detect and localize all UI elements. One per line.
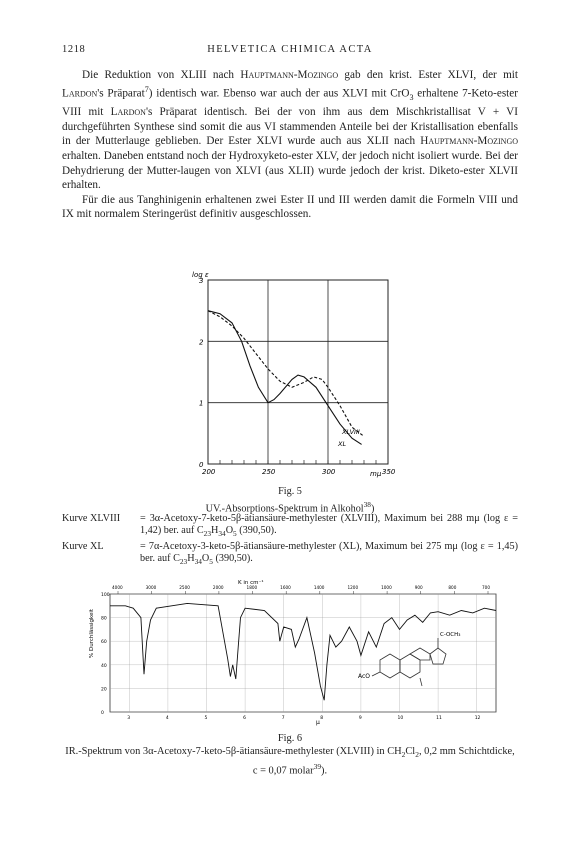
uv-spectrum-chart [190,268,400,486]
ir-xtick-label: 8 [320,716,324,721]
subscript: 34 [218,529,226,539]
legend-label: Kurve XL [62,540,104,552]
subscript: 23 [179,557,188,567]
figure5-caption [62,486,518,515]
ir-xtick-label: 6 [243,716,246,721]
legend-row-xlviii [62,513,518,541]
ir-ytick-label: 100 [101,593,110,598]
structure-ester-label: C-OCH₃ [440,632,461,638]
figure6-caption [62,733,518,778]
text-run: IR.-Spektrum von 3α-Acetoxy-7-keto-5β-ätiansäure-methylester (XLVIII) in CH [65,745,402,757]
steroid-structure-drawing [372,638,446,686]
subscript: 2 [401,749,406,759]
journal-title: HELVETICA CHIMICA ACTA [207,44,373,55]
figure5-label: Fig. 5 [278,486,302,497]
text-run: ) [370,502,375,514]
text-run: Cl [405,745,416,757]
uv-ticks [199,277,396,476]
ir-top-tick-label: 2500 [179,585,190,590]
text-run: (390,50). [212,553,253,565]
ir-top-tick-label: 1400 [313,585,325,590]
subscript: 23 [203,529,211,539]
ir-xtick-label: 12 [474,716,481,721]
ir-ytick-label: 0 [101,711,104,716]
ir-xtick-label: 7 [281,716,285,721]
subscript: 5 [209,557,213,567]
subscript: 3 [409,92,414,102]
text-run: Für die aus Tanghinigenin erhaltenen zwei Ester II und III werden damit die Formeln VIII und IX mit normalem Steringerüst definitiv ausgeschlossen. [62,193,518,221]
ir-xtick-label: 9 [358,716,362,721]
text-run: H [187,553,195,565]
ir-top-tick-label: 1000 [381,585,392,590]
ir-xtick-label: 10 [397,716,404,721]
ir-top-tick-label: 3000 [145,585,157,590]
ir-xtick-label: 5 [204,716,208,721]
legend-row-xl [62,541,518,569]
text-run: Die Reduktion von XLIII nach [82,69,241,81]
uv-xtick-label: 200 [202,468,216,476]
figure5-legend [62,513,518,569]
text-run: O [201,553,210,565]
ir-spectrum-chart [88,578,508,726]
curve-label-xlviii: XLVIII [342,428,360,436]
ir-ytick-label: 60 [101,640,107,646]
text-run: = 7α-Acetoxy-3-keto-5β-ätiansäure-methylester (XL), Maximum bei 275 mμ (log ε = 1,45) ber. auf C [140,540,518,565]
paragraph [62,193,518,222]
uv-xunit: mμ [370,470,382,478]
superscript: 7 [144,84,149,94]
ir-bottom-unit: μ [316,719,320,726]
ir-ytick-label: 20 [101,687,107,693]
uv-ytick-label: 1 [199,399,204,408]
text-run: gab den krist. Ester XLVI, der mit [338,69,519,81]
uv-xtick-label: 250 [262,468,276,476]
superscript: 38 [363,499,371,509]
subscript: 5 [233,529,237,539]
uv-xtick-label: 300 [322,468,336,476]
ir-xtick-label: 11 [436,716,442,721]
page-header [62,44,518,58]
uv-ytick-label: 0 [199,461,204,469]
subscript: 34 [194,557,202,567]
name-smallcaps: Lardon [62,87,98,100]
uv-frame [208,280,388,464]
ir-top-tick-label: 1800 [246,585,258,590]
superscript: 39 [313,762,322,772]
text-run: erhalten. Daneben entstand noch der Hydroxyketo-ester XLV, der jedoch nicht isoliert wurde. Bei der Dehydrierung der Mutter-laugen von XLVI (aus XLII) wurde jedoch der krist. Diketo-ester XLVII erhalten. [62,149,518,192]
text-run: UV.-Absorptions-Spektrum in Alkohol [205,502,364,514]
curve-label-xl: XL [338,440,347,448]
name-smallcaps: Lardon [110,106,146,119]
uv-series [208,311,364,445]
paragraph [62,68,518,193]
uv-series-xlviii [208,311,364,437]
text-run: 's Präparat [97,87,145,100]
name-smallcaps: Hauptmann-Mozingo [240,69,339,81]
ir-top-tick-label: 4000 [112,585,123,590]
text-run: 's Präparat identisch. Bei der von ihm aus dem Mischkristallisat V + VI durchgeführten Synthese sind somit die aus VI stammenden Anteile bei der Kristallisation ebenfalls in der Mutterlauge geblieben. Der Ester XLVI wurde auch aus XLII nach [62,106,518,148]
ir-top-axis-label: K in cm⁻¹ [238,580,264,586]
ir-top-tick-label: 900 [414,585,423,590]
page-number: 1218 [62,44,86,55]
text-run: = 3α-Acetoxy-7-keto-5β-ätiansäure-methylester (XLVIII), Maximum bei 288 mμ (log ε = 1,42) ber. auf C [140,513,518,537]
uv-ytick-label: 2 [199,338,204,347]
name-smallcaps: Hauptmann-Mozingo [420,135,518,148]
text-run: O [225,525,234,537]
text-run: (390,50). [236,525,277,537]
ir-ytick-label: 80 [101,616,107,622]
ir-ytick-label: 40 [101,663,107,669]
ir-ylabel: % Durchlässigkeit [89,608,95,658]
ir-top-tick-label: 1200 [347,585,359,590]
subscript: 2 [415,749,419,759]
uv-ytick-label: 3 [199,277,204,285]
ir-xtick-label: 3 [127,716,131,721]
ir-spectrum-figure [88,578,508,726]
text-run: , 0,2 mm Schichtdicke, c = 0,07 molar [252,745,515,777]
ir-top-tick-label: 1600 [280,585,291,590]
text-run: ) identisch war. Ebenso war auch der aus XLVI mit CrO [148,87,410,100]
uv-spectrum-figure [190,268,400,486]
uv-series-xl [208,311,362,445]
ir-top-tick-label: 2000 [212,585,224,590]
uv-ylabel: log ε [192,271,209,279]
ir-top-tick-label: 800 [448,585,457,590]
ir-top-tick-label: 700 [482,585,490,590]
figure6-title [62,746,518,779]
figure6-label: Fig. 6 [277,733,303,744]
text-run: ). [321,765,328,777]
legend-text [140,540,518,567]
uv-grid [208,280,388,464]
structure-aco-label: AcO [358,673,371,680]
uv-xtick-label: 350 [382,468,396,476]
legend-text [140,513,518,539]
legend-label: Kurve XLVIII [62,513,121,524]
text-run: H [211,525,219,537]
ir-xtick-label: 4 [165,716,169,721]
text-run: erhaltene 7-Keto-ester VIII mit [62,87,518,119]
body-text [62,68,518,222]
